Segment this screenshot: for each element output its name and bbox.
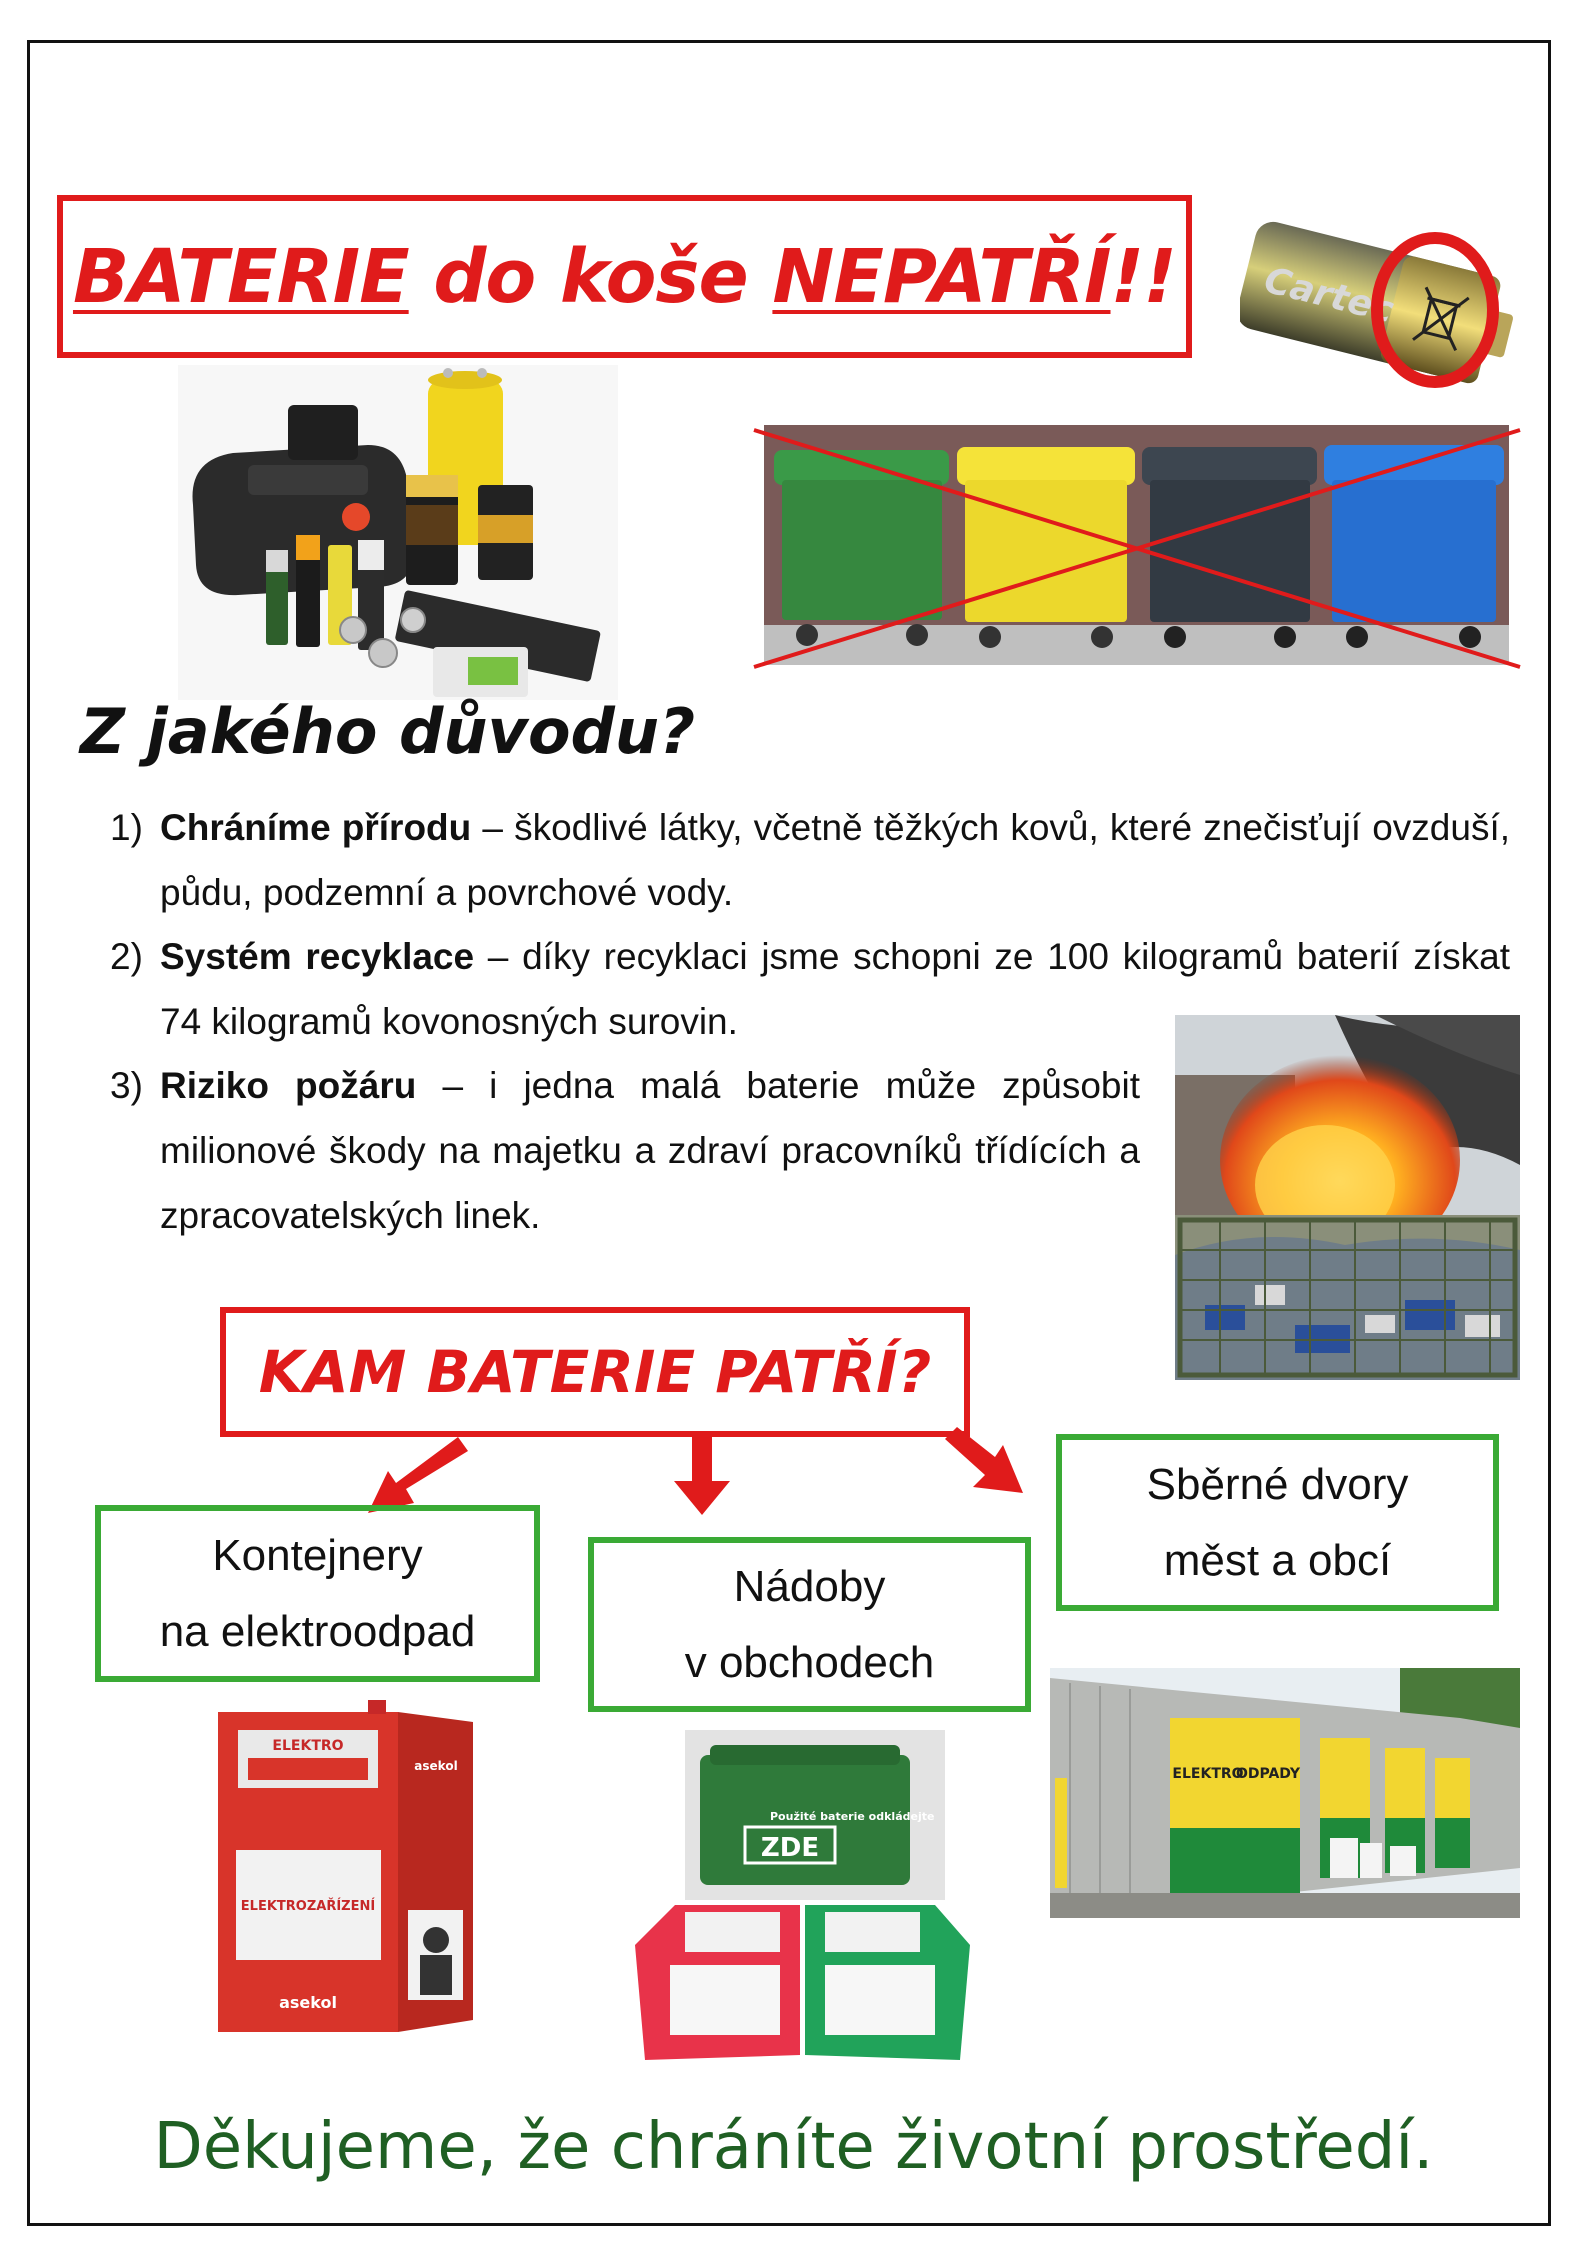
where-batteries-belong-box: [220, 1307, 970, 1437]
municipal-collection-yard-image: [1050, 1668, 1520, 1918]
container-brand-side: asekol: [414, 1759, 458, 1773]
destination-shop-bins: [588, 1537, 1031, 1712]
red-electrowaste-container-image: [208, 1700, 483, 2045]
battery-crossed-bin-image: [1240, 205, 1520, 430]
reason-text: – škodlivé látky, včetně těžkých kovů, které znečisťují ovzduší, půdu, podzemní a povrchové vody.: [160, 807, 1510, 913]
destination-line-1: Kontejnery: [212, 1530, 423, 1580]
reason-heading: Z jakého důvodu?: [80, 695, 696, 768]
battery-brand-text: Cartec: [1260, 259, 1398, 332]
headline-not-belong: NEPATŘÍ: [772, 233, 1111, 320]
green-box-label-1: Použité baterie odkládejte: [770, 1810, 935, 1823]
headline-box: [57, 195, 1192, 358]
arrow-down-icon: [672, 1437, 732, 1515]
reason-item: [110, 1053, 1140, 1248]
container-sign-title: ELEKTROZAŘÍZENÍ: [240, 1899, 376, 1914]
reason-item: [110, 795, 1510, 925]
headline-batteries: BATERIE: [72, 233, 409, 320]
battery-pile-image: [178, 365, 618, 700]
destination-line-2: v obchodech: [684, 1637, 935, 1687]
reason-number: 3): [110, 1065, 143, 1106]
crossed-out-waste-bins-image: [752, 425, 1524, 670]
destination-line-2: měst a obcí: [1163, 1535, 1392, 1585]
headline-exclamation: !!: [1110, 233, 1177, 320]
destination-electrowaste-containers: [95, 1505, 540, 1682]
green-box-label-2: ZDE: [760, 1833, 820, 1863]
destination-line-1: Sběrné dvory: [1146, 1459, 1409, 1509]
black-bin: [1142, 447, 1317, 648]
reason-title: Riziko požáru: [160, 1065, 417, 1106]
reason-text: – i jedna malá baterie může způsobit milionové škody na majetku a zdraví pracovníků třídících a zpracovatelských linek.: [160, 1065, 1140, 1236]
yard-sign-2: ODPADY: [1235, 1766, 1301, 1782]
reason-title: Chráníme přírodu: [160, 807, 472, 848]
container-label: ELEKTRO: [272, 1738, 344, 1754]
thank-you-message: Děkujeme, že chráníte životní prostředí.: [153, 2110, 1434, 2184]
reason-number: 1): [110, 807, 143, 848]
reason-number: 2): [110, 936, 143, 977]
arrow-down-right-icon: [945, 1427, 1025, 1497]
headline: [73, 234, 1176, 320]
container-brand: asekol: [279, 1993, 337, 2012]
destination-line-2: na elektroodpad: [159, 1606, 476, 1656]
blue-bin: [1324, 445, 1504, 648]
headline-middle: do koše: [408, 233, 773, 320]
reason-text: – díky recyklaci jsme schopni ze 100 kilogramů baterií získat 74 kilogramů kovonosných surovin.: [160, 936, 1510, 1042]
fire-at-recycling-site-image: [1175, 1015, 1520, 1380]
reason-title: Systém recyklace: [160, 936, 475, 977]
shop-battery-collection-boxes-image: [625, 1730, 975, 2080]
yard-sign-1: ELEKTRO: [1172, 1766, 1244, 1782]
destination-line-1: Nádoby: [733, 1561, 886, 1611]
yellow-bin: [957, 447, 1135, 648]
where-batteries-belong-heading: KAM BATERIE PATŘÍ?: [258, 1338, 932, 1406]
destination-collection-yards: [1056, 1434, 1499, 1611]
